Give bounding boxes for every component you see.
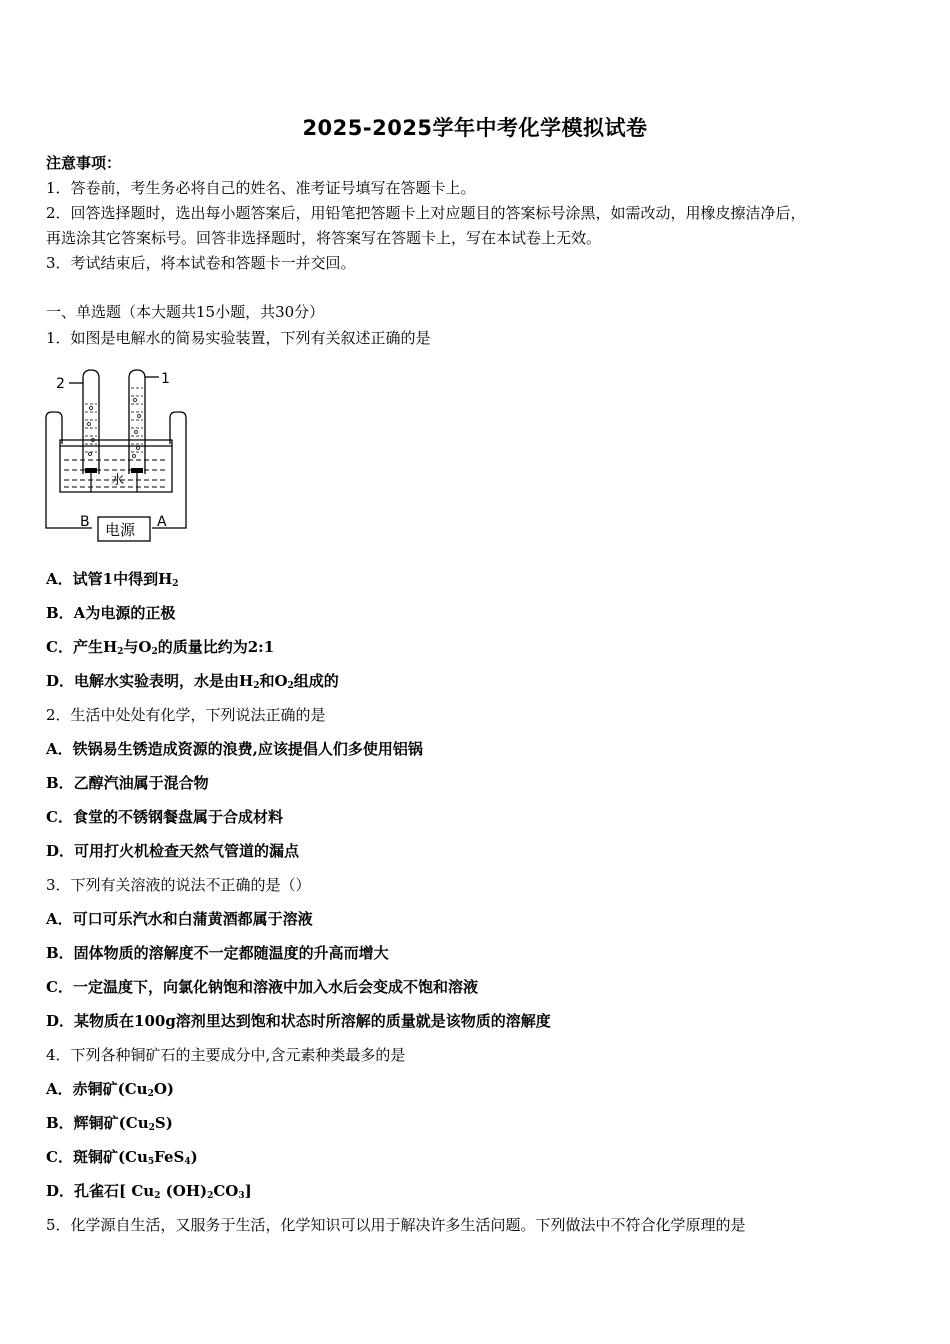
q4-option-c: C．斑铜矿$(Cu_5FeS_4)$ xyxy=(46,1148,198,1167)
question-1-stem: 1．如图是电解水的简易实验装置，下列有关叙述正确的是 xyxy=(46,329,431,347)
question-5-stem: 5．化学源自生活，又服务于生活，化学知识可以用于解决许多生活问题。下列做法中不符合化学原理的是 xyxy=(46,1216,746,1234)
question-4-stem: 4．下列各种铜矿石的主要成分中,含元素种类最多的是 xyxy=(46,1046,406,1064)
q2-option-c: C．食堂的不锈钢餐盘属于合成材料 xyxy=(46,808,283,826)
q2-option-b: B．乙醇汽油属于混合物 xyxy=(46,774,209,792)
electrolysis-apparatus-figure xyxy=(42,366,192,546)
q1-option-c: C．产生$H_2$与$O_2$的质量比约为2:1 xyxy=(46,638,275,657)
q4-option-d: D．孔雀石[ $Cu_2$ $(OH)_2CO_3$] xyxy=(46,1182,252,1201)
tube-2-label: 2 xyxy=(56,376,65,392)
tube-1-label: 1 xyxy=(161,371,170,387)
notice-item-2-cont: 再选涂其它答案标号。回答非选择题时，将答案写在答题卡上，写在本试卷上无效。 xyxy=(46,229,602,247)
q4-option-a: A．赤铜矿$(Cu_2O)$ xyxy=(46,1080,175,1099)
power-source-label: 电源 xyxy=(105,521,136,539)
q3-option-a: A．可口可乐汽水和白蒲黄酒都属于溶液 xyxy=(46,910,313,928)
q2-option-a: A．铁锅易生锈造成资源的浪费,应该提倡人们多使用铝锅 xyxy=(46,740,423,758)
q1-option-d: D．电解水实验表明，水是由$H_2$和$O_2$组成的 xyxy=(46,672,339,691)
q4-option-b: B．辉铜矿$(Cu_2S)$ xyxy=(46,1114,173,1133)
q3-option-c: C．一定温度下，向氯化钠饱和溶液中加入水后会变成不饱和溶液 xyxy=(46,978,478,996)
page-title: 2025-2025学年中考化学模拟试卷 xyxy=(302,116,648,140)
q1-option-b: B．A为电源的正极 xyxy=(46,604,176,622)
question-2-stem: 2．生活中处处有化学，下列说法正确的是 xyxy=(46,706,326,724)
notice-item-2: 2．回答选择题时，选出每小题答案后，用铅笔把答题卡上对应题目的答案标号涂黑，如需改动，用橡皮擦洁净后， xyxy=(46,204,806,222)
notice-item-3: 3．考试结束后，将本试卷和答题卡一并交回。 xyxy=(46,254,356,272)
notice-heading: 注意事项： xyxy=(46,154,122,172)
q3-option-b: B．固体物质的溶解度不一定都随温度的升高而增大 xyxy=(46,944,389,962)
water-label: 水 xyxy=(111,473,125,488)
terminal-a-label: A xyxy=(157,514,167,530)
q3-option-d: D．某物质在100g溶剂里达到饱和状态时所溶解的质量就是该物质的溶解度 xyxy=(46,1012,551,1030)
question-3-stem: 3．下列有关溶液的说法不正确的是（） xyxy=(46,876,311,894)
section-heading: 一、单选题（本大题共15小题，共30分） xyxy=(46,303,325,321)
q2-option-d: D．可用打火机检查天然气管道的漏点 xyxy=(46,842,300,860)
notice-item-1: 1．答卷前，考生务必将自己的姓名、准考证号填写在答题卡上。 xyxy=(46,179,476,197)
terminal-b-label: B xyxy=(80,514,90,530)
q1-option-a: A．试管1中得到$H_2$ xyxy=(46,570,179,589)
